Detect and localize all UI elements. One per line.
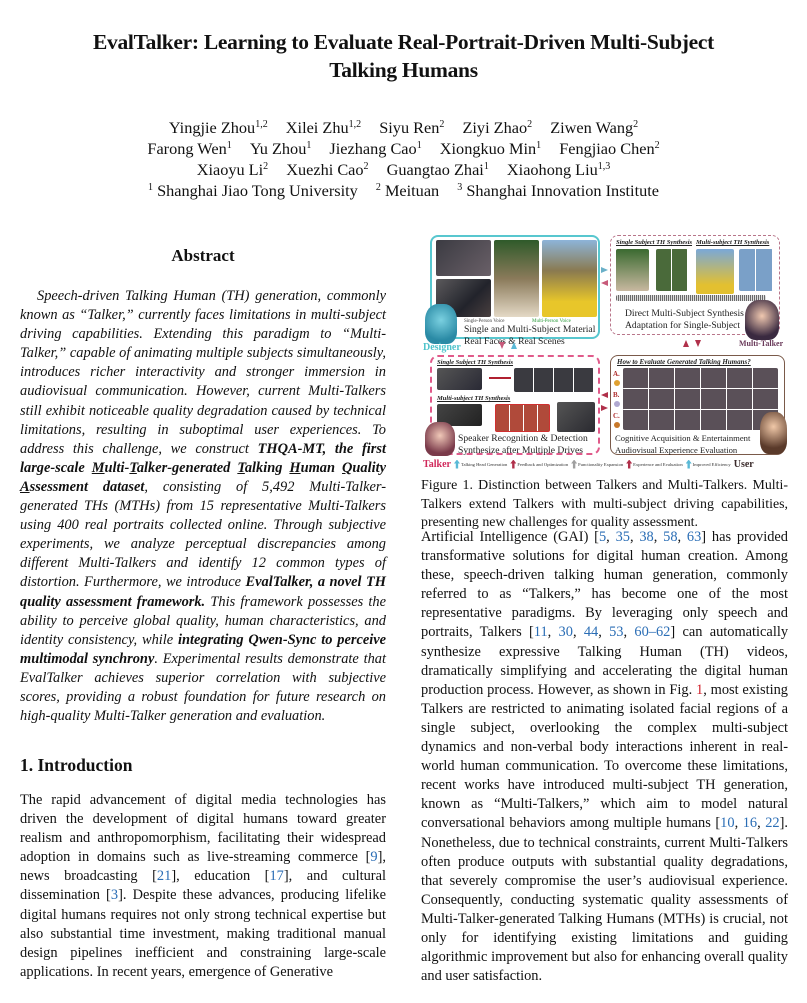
abstract-heading: Abstract [171, 246, 235, 265]
arrow-up-icon [683, 340, 689, 347]
grid-divider [623, 388, 778, 389]
grid-divider [623, 409, 778, 410]
row-label-c: C. [613, 412, 620, 420]
output-frames [514, 368, 594, 392]
user-caption-line-1: Cognitive Acquisition & Entertainment [615, 433, 751, 443]
author [147, 139, 231, 158]
user-panel [610, 355, 785, 455]
legend-label: Experience and Evaluation [633, 461, 683, 467]
talker-caption-line-1: Speaker Recognition & Detection [458, 433, 588, 444]
arrow-up-icon [571, 460, 577, 469]
citation-link[interactable]: 38 [639, 529, 654, 545]
arrow-up-icon [626, 460, 632, 469]
title-line-2: Talking Humans [329, 58, 478, 82]
citation-link[interactable]: 35 [615, 529, 630, 545]
affiliation-number: 3 [457, 182, 463, 193]
author-name: Farong Wen [147, 139, 227, 158]
output-frames [739, 249, 773, 291]
citation-link[interactable]: 9 [370, 849, 378, 866]
arrow-left-icon [601, 392, 608, 398]
silver-medal-icon [614, 401, 620, 407]
designer-caption-line-1: Single and Multi-Subject Material [464, 324, 596, 335]
portrait-image [436, 240, 491, 276]
citation-link[interactable]: 44 [583, 624, 599, 641]
citation-link[interactable]: 58 [663, 529, 678, 545]
author-affiliation: 2 [439, 119, 445, 130]
talker-panel [430, 355, 600, 455]
body-text: ] has provided transformative solutions for digital human creation. Among these, speech-driven talking human generation, commonly referred to as “Talkers,” has become one of the most representative paradigms. By leveraging only speech and portraits, Talkers [ [421, 529, 788, 641]
row-label-a: A. [613, 370, 620, 378]
body-text: ] can automatically synthesize expressive Talking Human (TH) videos, dramatically simplifying and accelerating the digital human production process. However, as shown in Fig. [421, 624, 789, 698]
body-text: , most existing Talkers are restricted to animating isolated facial regions of a single subject, overlooking the complex multi-subject dynamics and non-verbal body interactions inherent in real-world human communication. To overcome these limitations, recent works have introduced multi-subject TH generation, known as “Multi-Talkers,” which aim to model natural conversational behaviors among multiple humans [ [421, 681, 788, 832]
citation-link[interactable]: 11 [533, 624, 548, 641]
multi-subject-subtitle: Multi-subject TH Synthesis [437, 395, 511, 402]
underlined-letter: A [20, 478, 30, 495]
author-name: Xilei Zhu [285, 118, 349, 137]
legend-item [686, 460, 731, 469]
abstract-text: . Experimental results demonstrate that EvalTalker achieves superior correlation with subjective scores, providing a robust foundation for future research on high-quality Multi-Talker generation and evaluation. [20, 650, 386, 725]
body-text: The rapid advancement of digital media technologies has driven the development of digital humans toward greater realism and anthropomorphism, facilitating their widespread adoption in domains such as live-streaming commerce [ [20, 792, 386, 866]
voice-label-multi: Multi-Person Voice [532, 319, 571, 324]
designer-caption-line-2: Real Faces & Real Scenes [464, 336, 565, 347]
affiliation [148, 181, 358, 200]
multi-subject-subtitle: Multi-subject TH Synthesis [696, 239, 770, 246]
citation-link[interactable]: 10 [720, 815, 735, 832]
citation-link[interactable]: 53 [609, 624, 624, 641]
underlined-letter: H [289, 459, 301, 476]
designer-role-label: Designer [423, 342, 461, 353]
author-name: Yu Zhou [249, 139, 307, 158]
arrow-up-icon [454, 460, 460, 469]
section-heading-introduction: 1. Introduction [20, 755, 133, 775]
citation-link[interactable]: 63 [686, 529, 702, 545]
arrow-left-icon [601, 280, 608, 286]
author [440, 139, 541, 158]
underlined-letter: T [237, 459, 245, 476]
citation-link[interactable]: 17 [269, 868, 284, 885]
underlined-letter: M [91, 459, 105, 476]
citation-link[interactable]: 21 [156, 868, 172, 885]
arrow-up-icon [511, 342, 517, 349]
figure-1 [423, 232, 793, 472]
qwen-sync-highlight: integrating Qwen-Sync to perceive multimodal synchrony [20, 631, 387, 667]
legend-label: Improved Efficiency [692, 461, 731, 467]
author-affiliation: 1 [306, 140, 312, 151]
talker-caption-line-2: Synthesize after Multiple Drives [458, 445, 583, 456]
framework-name: EvalTalker, a novel TH quality assessment framework. [20, 574, 386, 610]
author [387, 160, 489, 179]
user-role-label: User [733, 458, 754, 470]
bold-text: alking [244, 459, 290, 476]
legend-item [571, 460, 623, 469]
affiliation-name: Meituan [384, 181, 440, 200]
author-name: Fengjiao Chen [559, 139, 655, 158]
arrow-right-icon [489, 377, 511, 379]
underlined-letter: Q [342, 459, 353, 476]
source-image [437, 368, 482, 390]
talker-role-label: Talker [423, 458, 451, 470]
multi-talker-caption-line-1: Direct Multi-Subject Synthesis [625, 308, 744, 319]
single-subject-subtitle: Single Subject TH Synthesis [616, 239, 693, 246]
underlined-letter: T [129, 459, 137, 476]
portrait-image [542, 240, 597, 317]
user-caption-line-2: Audiovisual Experience Evaluation [615, 445, 738, 455]
author-affiliation: 2 [527, 119, 533, 130]
multi-talker-caption-line-2: Adaptation for Single-Subject [625, 320, 741, 331]
legend-label: Talking Head Generation [460, 461, 508, 467]
author-name: Siyu Ren [379, 118, 440, 137]
body-text: ]. Nonetheless, due to technical constraints, current Multi-Talkers often produce outputs with substantial quality degradations, that severely compromise the user’s audiovisual experience. Consequently, conducting systematic quality assessments of Multi-Talker-generated Talking Humans (MTHs) is crucial, not only for identifying existing limitations and guiding algorithmic improvement but also for enhancing overall quality and user satisfaction. [421, 815, 788, 985]
evaluation-frame-grid [623, 368, 778, 430]
intro-body-right: Artificial Intelligence (GAI) [5, 35, 38, 58, 63] has provided transformative solutions for digital human creation. Among these, speech-driven talking human generation, commonly referred to as “Talkers,” has become one of the most representative paradigms. By leveraging only speech and portraits, Talkers [11, 30, 44, 53, 60–62] can automatically synthesize expressive Talking Human (TH) videos, dramatically simplifying and accelerating the digital human production process. However, as shown in Fig. 1, most existing Talkers are restricted to animating isolated facial regions of a single subject, overlooking the complex multi-subject dynamics and non-verbal body interactions inherent in real-world human communication. To overcome these limitations, recent works have introduced multi-subject TH generation, known as “Multi-Talkers,” which aim to model natural conversational behaviors among multiple humans [10, 16, 22]. Nonetheless, due to technical constraints, current Multi-Talkers often produce outputs with substantial quality degradations, that severely compromise the user’s audiovisual experience. Consequently, conducting systematic quality assessments of Multi-Talker-generated Talking Humans (MTHs) is crucial, not only for identifying existing limitations and guiding algorithmic improvement but also for enhancing overall quality and user satisfaction. [421, 529, 789, 985]
author-name: Ziwen Wang [550, 118, 634, 137]
legend-label: Functionality Expansion [578, 461, 624, 467]
author [169, 118, 268, 137]
legend-item [454, 460, 507, 469]
bold-text: THQA-MT, the first large-scale [20, 440, 386, 476]
body-text: Artificial Intelligence (GAI) [ [421, 529, 599, 545]
affiliation [376, 181, 439, 200]
arrow-down-icon [695, 340, 701, 347]
author-row [0, 117, 807, 138]
author-block [0, 117, 807, 201]
designer-avatar [425, 304, 457, 344]
arrow-up-icon [510, 460, 516, 469]
author [559, 139, 659, 158]
affiliation-number: 2 [375, 182, 381, 193]
arrow-down-icon [499, 342, 505, 349]
figure-caption: Figure 1. Distinction between Talkers and Multi-Talkers. Multi-Talkers extend Talkers with multi-subject driving capabilities, presenting new challenges for quality assessment. [421, 478, 788, 530]
multi-talker-role-label: Multi-Talker [739, 339, 784, 348]
abstract-text: This framework possesses the ability to perceive global quality, human characteristics, and identity consistency, while [20, 593, 386, 648]
body-text: ]. Despite these advances, producing lifelike digital humans requires not only strong technical expertise but also substantial time investment, making traditional manual design pipelines inefficient and constraining large-scale applications. In recent years, emergence of Generative [20, 887, 386, 980]
bold-text: alker-generated [136, 459, 238, 476]
author [507, 160, 610, 179]
citation-link[interactable]: 22 [765, 815, 780, 832]
author-name: Xiongkuo Min [439, 139, 537, 158]
affiliation-name: Shanghai Jiao Tong University [157, 181, 358, 200]
output-frames [656, 249, 688, 291]
author [462, 118, 532, 137]
body-text: ], news broadcasting [ [20, 849, 386, 885]
author-affiliation: 1 [226, 140, 232, 151]
author-row [0, 159, 807, 180]
affiliation [457, 181, 659, 200]
author-affiliation: 2 [633, 119, 639, 130]
author-affiliation: 1,2 [255, 119, 268, 130]
paper-title [0, 28, 807, 84]
citation-link[interactable]: 16 [742, 815, 758, 832]
portrait-image [494, 240, 539, 317]
arrow-up-icon [686, 460, 692, 469]
author-name: Xiaoyu Li [196, 160, 264, 179]
evaluation-question: How to Evaluate Generated Talking Humans? [617, 358, 751, 366]
abstract-text: Speech-driven Talking Human (TH) generation, commonly known as “Talker,” currently faces limitations in multi-subject driving capabilities. Extending this paradigm to “Multi-Talker,” capable of animating multiple subjects simultaneously, introduces richer interactivity and stronger immersion in audiovisual communication. However, current Multi-Talkers still exhibit noticeable quality degradation caused by technical limitations, resulting in suboptimal user experiences. To address this challenge, we construct [20, 288, 386, 457]
author-affiliation: 2 [363, 161, 369, 172]
author [379, 118, 444, 137]
gold-medal-icon [614, 380, 620, 386]
citation-link[interactable]: 5 [598, 529, 607, 545]
abstract-body [20, 287, 386, 726]
figure-reference-link[interactable]: 1 [696, 681, 704, 698]
arrow-right-icon [601, 405, 608, 411]
author [286, 118, 361, 137]
multi-talker-avatar [745, 300, 779, 340]
author-affiliation: 1,2 [348, 119, 362, 130]
author-name: Yingjie Zhou [168, 118, 256, 137]
affiliation-number: 1 [148, 182, 153, 193]
legend-item [626, 460, 683, 469]
citation-link[interactable]: 30 [558, 624, 573, 641]
output-frames [557, 402, 595, 432]
abstract-text: , consisting of 5,492 Multi-Talker-generated THs (MTHs) from 15 representative Multi-Talkers using 400 real portraits collected online. Through subjective experiments, we analyze perceptual discrepancies among different Multi-Talkers and identify 12 common types of distortion. Furthermore, we introduce [20, 478, 386, 591]
affiliation-name: Shanghai Innovation Institute [466, 181, 659, 200]
bronze-medal-icon [614, 422, 620, 428]
author [286, 160, 368, 179]
bold-text: ulti- [104, 459, 130, 476]
author-row [0, 138, 807, 159]
author-affiliation: 1 [536, 140, 542, 151]
bold-text: uality [352, 459, 387, 476]
bold-text: uman [300, 459, 343, 476]
author-name: Guangtao Zhai [386, 160, 484, 179]
voice-label-single: Single-Person Voice [464, 319, 505, 324]
author-affiliation: 1,3 [597, 161, 611, 172]
body-text: ], education [ [171, 868, 270, 885]
author [329, 139, 421, 158]
figure-legend [423, 458, 793, 470]
source-image [696, 249, 734, 294]
author-affiliation: 1 [416, 140, 422, 151]
talker-avatar [425, 422, 455, 456]
title-line-1: EvalTalker: Learning to Evaluate Real-Portrait-Driven Multi-Subject [92, 30, 715, 54]
arrow-right-icon [601, 267, 608, 273]
author-name: Jiezhang Cao [329, 139, 417, 158]
face-crops [495, 404, 550, 432]
author-name: Ziyi Zhao [462, 118, 528, 137]
citation-link[interactable]: 60–62 [634, 624, 671, 641]
author-affiliation: 1 [483, 161, 489, 172]
source-image [616, 249, 649, 291]
author [197, 160, 268, 179]
legend-item [510, 460, 568, 469]
author-affiliation: 2 [654, 140, 660, 151]
citation-link[interactable]: 3 [110, 887, 119, 904]
author-name: Xiaohong Liu [506, 160, 598, 179]
body-text: ], and cultural dissemination [ [20, 868, 386, 904]
single-subject-subtitle: Single Subject TH Synthesis [437, 359, 514, 366]
affiliation-row [0, 180, 807, 201]
bold-text: ssessment dataset [29, 478, 145, 495]
author [550, 118, 638, 137]
author [250, 139, 312, 158]
intro-body-left [20, 791, 386, 982]
audio-waveform [616, 295, 766, 301]
row-label-b: B. [613, 391, 620, 399]
legend-label: Feedback and Optimization [517, 461, 569, 467]
author-name: Xuezhi Cao [286, 160, 364, 179]
user-avatar [760, 412, 787, 454]
author-affiliation: 2 [263, 161, 269, 172]
